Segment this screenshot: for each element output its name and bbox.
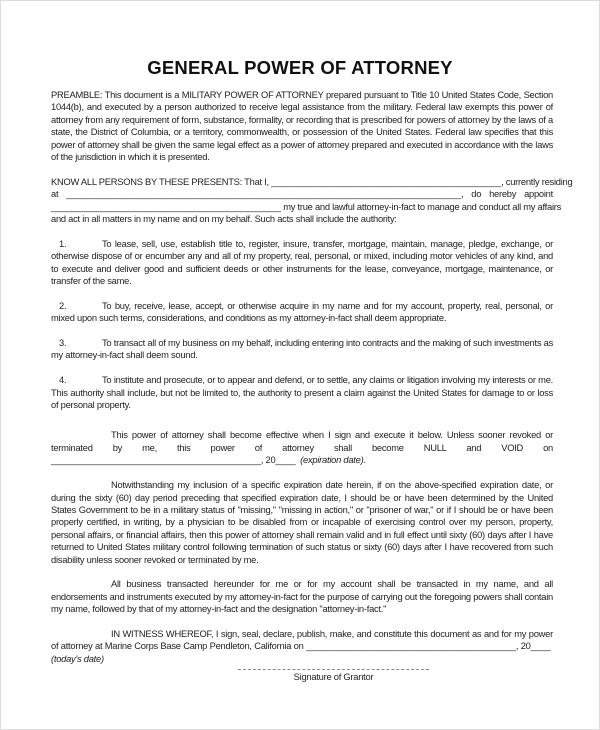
authority-item-4 — [51, 374, 553, 411]
appoint-text: , do hereby appoint — [460, 189, 553, 200]
authority-item-1 — [51, 238, 553, 288]
at-label: at — [51, 189, 59, 200]
item-number: 1. — [59, 238, 67, 249]
year-prefix: , 20 — [260, 455, 276, 466]
expiration-date-field[interactable]: __________________________________________ — [51, 455, 261, 466]
item-number: 2. — [59, 300, 67, 311]
signing-date-field[interactable]: __________________________________________ — [306, 641, 516, 652]
grantor-address-field[interactable]: _______________________________________________________________________________ — [66, 189, 461, 200]
period: . — [363, 455, 366, 466]
know-all-line-4: and act in all matters in my name and on my behalf. Such acts shall include the authority: — [51, 214, 397, 225]
know-all-line-3 — [51, 201, 562, 213]
notwithstanding-paragraph: Notwithstanding my inclusion of a specific expiration date herein, if on the above-specified expiration date, or during the sixty (60) day period preceding that specified expiration date, I should be or have been determined by the United States Government to be in a military status of "missing," "missing in action," or "prisoner of war," or if I should be or have been properly certified, in writing, by a physician to be disabled from or incapable of exercising control over my person, property, personal affairs, or financial affairs, then this power of attorney shall remain valid and in full effect until sixty (60) days after I have returned to United States military control following termination of such status or sixty (60) days after I have recovered from such disability unless sooner revoked or terminated by me. — [51, 480, 553, 565]
signature-line[interactable] — [238, 669, 429, 670]
preamble-paragraph: PREAMBLE: This document is a MILITARY POWER OF ATTORNEY prepared pursuant to Title 10 United States Code, Section 1044(b), and executed by a person authorized to receive legal assistance from the military. Federal law exempts this power of attorney from any requirement of form, substance, formality, or recording that is prescribed for powers of attorney by the laws of a state, the District of Columbia, or a territory, commonwealth, or possession of the United States. Federal law specifies that this power of attorney shall be given the same legal effect as a power of attorney prepared and executed in accordance with the laws of the jurisdiction in which it is presented. — [51, 90, 553, 163]
expiration-date-note: (expiration date) — [300, 455, 364, 466]
todays-date-note: (today's date) — [51, 653, 104, 664]
item-text: To buy, receive, lease, accept, or otherwise acquire in my name and for my account, property, real, personal, or mixed upon such terms, considerations, and conditions as my attorney-in-fact shall deem appropriate. — [51, 300, 553, 324]
signature-label: Signature of Grantor — [293, 672, 374, 682]
witness-paragraph — [51, 628, 553, 665]
document-body — [51, 89, 573, 665]
attorney-in-fact-text: my true and lawful attorney-in-fact to manage and conduct all my affairs — [283, 201, 562, 212]
authority-item-3 — [51, 337, 553, 362]
know-all-line-1 — [51, 176, 573, 188]
expiration-year-field[interactable]: ____ — [275, 455, 296, 466]
effective-paragraph — [51, 429, 553, 466]
item-number: 3. — [59, 338, 67, 349]
effective-text: This power of attorney shall become effective when I sign and execute it below. Unless sooner revoked or terminated by me, this power of attorney shall become NULL and VOID on — [51, 430, 553, 453]
grantor-name-field[interactable]: ______________________________________________ — [271, 176, 502, 187]
item-number: 4. — [59, 375, 67, 386]
item-text: To institute and prosecute, or to appear and defend, or to settle, any claims or litigation involving my interests or me. This authority shall include, but not be limited to, the authority to present a claim against the United States for damage to or loss of personal property. — [51, 375, 553, 411]
document-title: GENERAL POWER OF ATTORNEY — [147, 57, 453, 78]
residing-text: , currently residing — [501, 176, 573, 187]
business-paragraph: All business transacted hereunder for me or for my account shall be transacted in my name, and all endorsements and instruments executed by my attorney-in-fact for the purpose of carrying out the foregoing powers shall contain my name, followed by that of my attorney-in-fact and the designation "attorney-in-fact." — [51, 579, 553, 615]
witness-text: IN WITNESS WHEREOF, I sign, seal, declare, publish, make, and constitute this document as and for my power of attorney at Marine Corps Base Camp Pendleton, California on — [51, 628, 553, 652]
authority-item-2 — [51, 300, 553, 325]
know-all-line-2 — [51, 188, 553, 200]
know-all-prefix: KNOW ALL PERSONS BY THESE PRESENTS: That I, — [51, 176, 269, 187]
attorney-name-field[interactable]: ______________________________________________ — [51, 201, 281, 212]
item-text: To lease, sell, use, establish title to, register, insure, transfer, mortgage, maintain, manage, pledge, exchange, or otherwise dispose of or encumber any and all of my property, real, personal, or mixed, including motor vehicles of any kind, and to execute and deliver good and sufficient deeds or other instruments for the lease, conveyance, mortgage, maintenance, or transfer of the same. — [51, 238, 553, 287]
year-prefix: , 20 — [515, 641, 531, 652]
signing-year-field[interactable]: ____ — [530, 641, 551, 652]
know-all-section — [51, 176, 573, 226]
item-text: To transact all of my business on my behalf, including entering into contracts and the making of such investments as my attorney-in-fact shall deem sound. — [51, 338, 553, 361]
